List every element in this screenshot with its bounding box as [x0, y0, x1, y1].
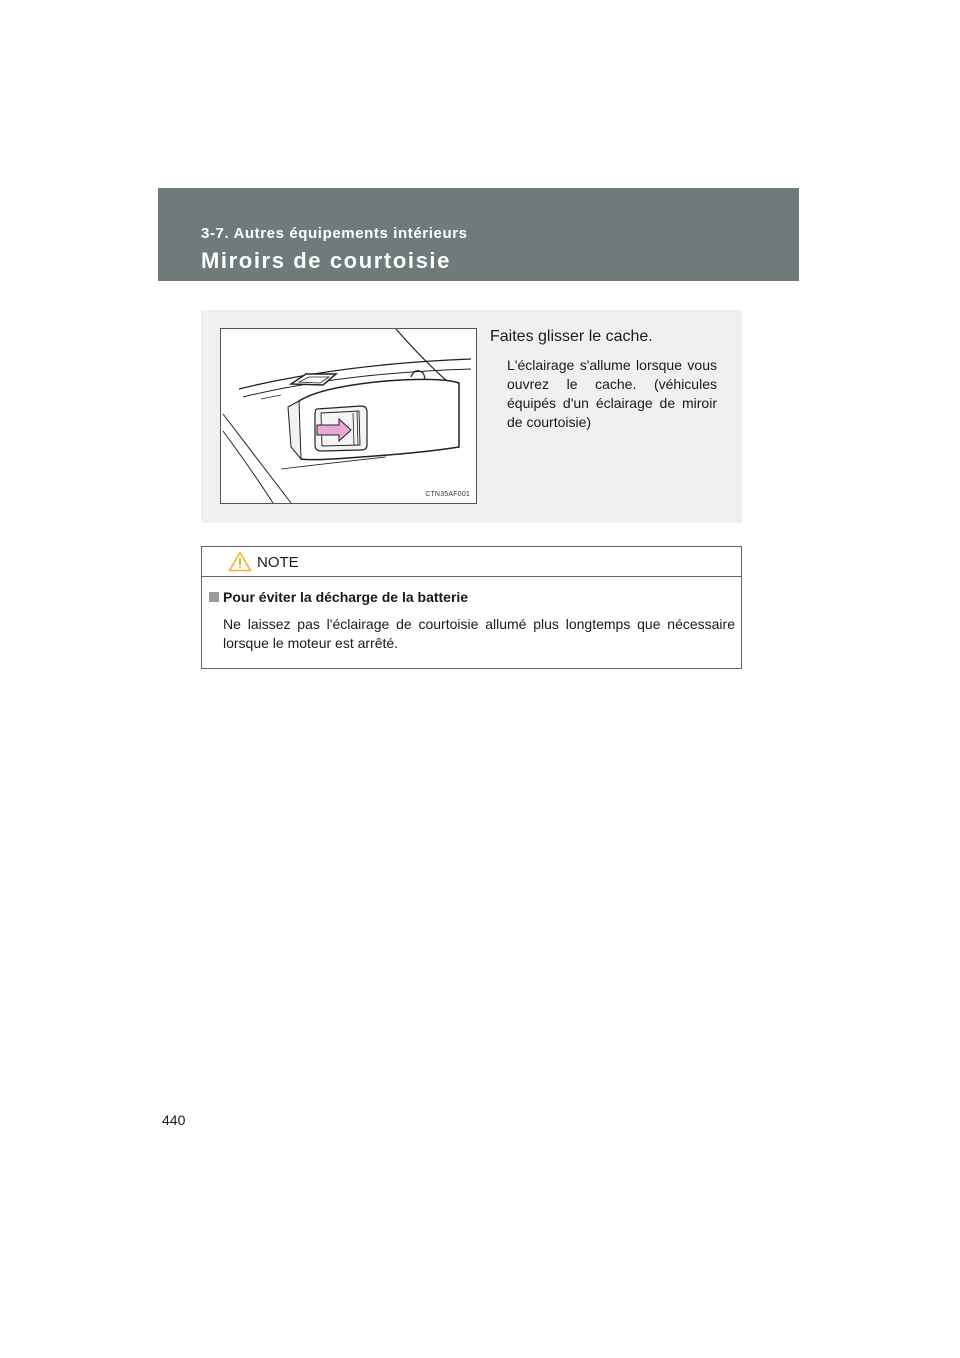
- note-text: Ne laissez pas l'éclairage de courtoisie allumé plus longtemps que nécessaire lorsque le moteur est arrêté.: [223, 616, 735, 651]
- figure-code: CTN35AF001: [425, 491, 470, 498]
- note-header: [202, 547, 741, 577]
- note-subheading: Pour éviter la décharge de la batterie: [223, 589, 469, 605]
- vanity-mirror-illustration: [220, 328, 477, 504]
- info-panel: [201, 310, 742, 523]
- note-box: [201, 546, 742, 669]
- warning-triangle-icon: [228, 551, 252, 572]
- sun-visor-drawing: [221, 329, 476, 503]
- description-text: L'éclairage s'allume lorsque vous ouvrez le cache. (véhicules équipés d'un éclairage de miroir de courtoisie): [507, 357, 717, 430]
- section-label: 3-7. Autres équipements intérieurs: [201, 225, 468, 242]
- bullet-square-icon: [209, 592, 219, 602]
- instruction-text: Faites glisser le cache.: [490, 328, 653, 345]
- page-number: 440: [162, 1112, 186, 1128]
- section-header: [158, 188, 799, 281]
- note-label: NOTE: [257, 554, 299, 571]
- page-title: Miroirs de courtoisie: [201, 248, 451, 273]
